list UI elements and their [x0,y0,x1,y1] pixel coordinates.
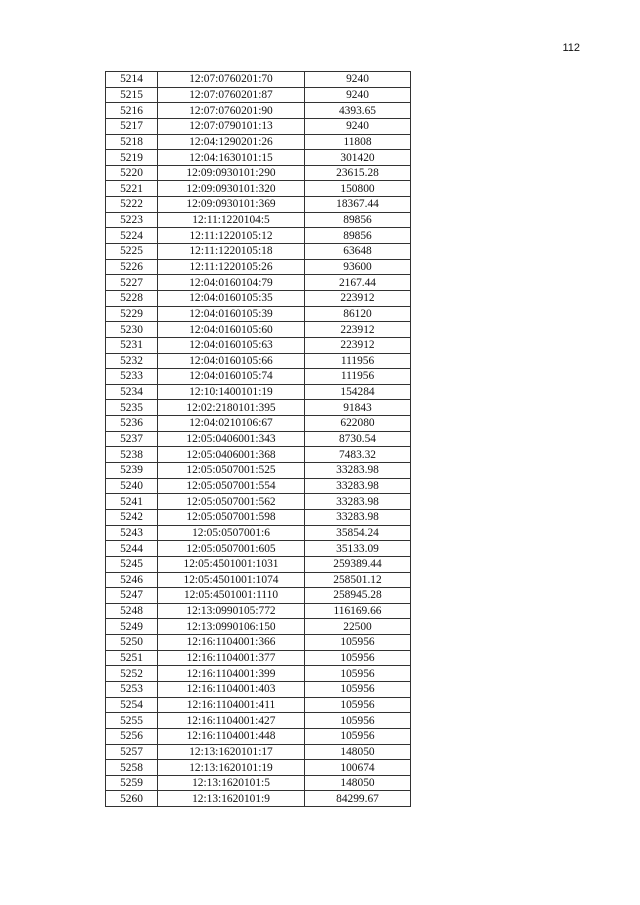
value-cell: 105956 [305,681,411,697]
cadastral-number-cell: 12:16:1104001:399 [158,666,305,682]
cadastral-number-cell: 12:05:0406001:368 [158,447,305,463]
cadastral-number-cell: 12:07:0760201:87 [158,87,305,103]
cadastral-number-cell: 12:09:0930101:369 [158,197,305,213]
value-cell: 23615.28 [305,165,411,181]
table-row [106,713,411,729]
value-cell: 259389.44 [305,556,411,572]
row-number-cell: 5249 [106,619,158,635]
cadastral-number-cell: 12:11:1220104:5 [158,212,305,228]
table-row [106,744,411,760]
cadastral-number-cell: 12:04:0160105:39 [158,306,305,322]
row-number-cell: 5216 [106,103,158,119]
table-body [106,72,411,807]
row-number-cell: 5221 [106,181,158,197]
row-number-cell: 5228 [106,290,158,306]
cadastral-number-cell: 12:02:2180101:395 [158,400,305,416]
table-row [106,244,411,260]
table-row [106,134,411,150]
value-cell: 33283.98 [305,478,411,494]
row-number-cell: 5254 [106,697,158,713]
data-table [105,71,411,807]
value-cell: 223912 [305,337,411,353]
row-number-cell: 5227 [106,275,158,291]
cadastral-number-cell: 12:16:1104001:448 [158,728,305,744]
cadastral-number-cell: 12:04:0160105:35 [158,290,305,306]
value-cell: 35133.09 [305,541,411,557]
cadastral-number-cell: 12:07:0790101:13 [158,118,305,134]
cadastral-number-cell: 12:13:1620101:5 [158,775,305,791]
table-row [106,290,411,306]
row-number-cell: 5245 [106,556,158,572]
value-cell: 89856 [305,212,411,228]
table-row [106,572,411,588]
cadastral-number-cell: 12:05:0406001:343 [158,431,305,447]
value-cell: 223912 [305,290,411,306]
table-row [106,72,411,88]
value-cell: 86120 [305,306,411,322]
value-cell: 105956 [305,713,411,729]
value-cell: 89856 [305,228,411,244]
row-number-cell: 5243 [106,525,158,541]
table-row [106,681,411,697]
row-number-cell: 5240 [106,478,158,494]
cadastral-number-cell: 12:07:0760201:90 [158,103,305,119]
cadastral-number-cell: 12:04:0160105:63 [158,337,305,353]
cadastral-number-cell: 12:16:1104001:403 [158,681,305,697]
row-number-cell: 5231 [106,337,158,353]
table-row [106,775,411,791]
row-number-cell: 5214 [106,72,158,88]
table-row [106,181,411,197]
table-row [106,760,411,776]
value-cell: 9240 [305,72,411,88]
table-row [106,197,411,213]
table-row [106,369,411,385]
value-cell: 93600 [305,259,411,275]
cadastral-number-cell: 12:05:0507001:562 [158,494,305,510]
cadastral-number-cell: 12:11:1220105:12 [158,228,305,244]
cadastral-number-cell: 12:04:0160105:74 [158,369,305,385]
cadastral-number-cell: 12:05:4501001:1110 [158,588,305,604]
table-row [106,212,411,228]
row-number-cell: 5247 [106,588,158,604]
table-row [106,118,411,134]
table-row [106,337,411,353]
row-number-cell: 5257 [106,744,158,760]
cadastral-number-cell: 12:16:1104001:427 [158,713,305,729]
cadastral-number-cell: 12:05:0507001:605 [158,541,305,557]
table-row [106,650,411,666]
row-number-cell: 5259 [106,775,158,791]
row-number-cell: 5218 [106,134,158,150]
value-cell: 116169.66 [305,603,411,619]
value-cell: 223912 [305,322,411,338]
table-row [106,400,411,416]
table-row [106,431,411,447]
table-row [106,353,411,369]
table-row [106,556,411,572]
table-row [106,697,411,713]
row-number-cell: 5236 [106,416,158,432]
row-number-cell: 5229 [106,306,158,322]
cadastral-number-cell: 12:05:0507001:525 [158,463,305,479]
cadastral-number-cell: 12:16:1104001:366 [158,635,305,651]
cadastral-number-cell: 12:11:1220105:26 [158,259,305,275]
value-cell: 11808 [305,134,411,150]
row-number-cell: 5225 [106,244,158,260]
table-row [106,228,411,244]
value-cell: 154284 [305,384,411,400]
value-cell: 91843 [305,400,411,416]
row-number-cell: 5230 [106,322,158,338]
cadastral-number-cell: 12:04:0160105:66 [158,353,305,369]
table-row [106,275,411,291]
row-number-cell: 5258 [106,760,158,776]
table-row [106,478,411,494]
cadastral-number-cell: 12:16:1104001:411 [158,697,305,713]
row-number-cell: 5237 [106,431,158,447]
value-cell: 33283.98 [305,463,411,479]
value-cell: 105956 [305,697,411,713]
row-number-cell: 5224 [106,228,158,244]
table-row [106,463,411,479]
cadastral-number-cell: 12:05:0507001:6 [158,525,305,541]
page-number: 112 [562,42,580,54]
value-cell: 105956 [305,635,411,651]
row-number-cell: 5222 [106,197,158,213]
value-cell: 258945.28 [305,588,411,604]
cadastral-number-cell: 12:13:1620101:17 [158,744,305,760]
row-number-cell: 5256 [106,728,158,744]
value-cell: 8730.54 [305,431,411,447]
value-cell: 258501.12 [305,572,411,588]
cadastral-number-cell: 12:07:0760201:70 [158,72,305,88]
row-number-cell: 5217 [106,118,158,134]
cadastral-number-cell: 12:13:1620101:19 [158,760,305,776]
value-cell: 35854.24 [305,525,411,541]
value-cell: 18367.44 [305,197,411,213]
row-number-cell: 5255 [106,713,158,729]
value-cell: 105956 [305,650,411,666]
cadastral-number-cell: 12:04:0210106:67 [158,416,305,432]
cadastral-number-cell: 12:13:1620101:9 [158,791,305,807]
value-cell: 33283.98 [305,509,411,525]
row-number-cell: 5251 [106,650,158,666]
table-row [106,791,411,807]
value-cell: 63648 [305,244,411,260]
cadastral-number-cell: 12:16:1104001:377 [158,650,305,666]
table-row [106,525,411,541]
row-number-cell: 5250 [106,635,158,651]
row-number-cell: 5252 [106,666,158,682]
value-cell: 150800 [305,181,411,197]
value-cell: 9240 [305,118,411,134]
row-number-cell: 5234 [106,384,158,400]
row-number-cell: 5241 [106,494,158,510]
row-number-cell: 5233 [106,369,158,385]
row-number-cell: 5244 [106,541,158,557]
value-cell: 111956 [305,353,411,369]
table-row [106,541,411,557]
value-cell: 148050 [305,775,411,791]
cadastral-number-cell: 12:09:0930101:320 [158,181,305,197]
value-cell: 2167.44 [305,275,411,291]
table-row [106,165,411,181]
row-number-cell: 5239 [106,463,158,479]
table-row [106,588,411,604]
cadastral-number-cell: 12:04:1290201:26 [158,134,305,150]
cadastral-number-cell: 12:05:4501001:1031 [158,556,305,572]
value-cell: 7483.32 [305,447,411,463]
table-row [106,635,411,651]
row-number-cell: 5242 [106,509,158,525]
row-number-cell: 5226 [106,259,158,275]
row-number-cell: 5220 [106,165,158,181]
row-number-cell: 5246 [106,572,158,588]
cadastral-number-cell: 12:04:1630101:15 [158,150,305,166]
value-cell: 100674 [305,760,411,776]
table-row [106,103,411,119]
value-cell: 4393.65 [305,103,411,119]
row-number-cell: 5235 [106,400,158,416]
value-cell: 148050 [305,744,411,760]
table-row [106,259,411,275]
row-number-cell: 5232 [106,353,158,369]
table-row [106,322,411,338]
cadastral-number-cell: 12:05:0507001:554 [158,478,305,494]
value-cell: 105956 [305,728,411,744]
table-row [106,447,411,463]
table-row [106,619,411,635]
value-cell: 33283.98 [305,494,411,510]
row-number-cell: 5215 [106,87,158,103]
value-cell: 9240 [305,87,411,103]
table-row [106,666,411,682]
table-row [106,728,411,744]
table-row [106,416,411,432]
table-row [106,509,411,525]
table-row [106,87,411,103]
row-number-cell: 5219 [106,150,158,166]
value-cell: 301420 [305,150,411,166]
row-number-cell: 5223 [106,212,158,228]
cadastral-number-cell: 12:13:0990106:150 [158,619,305,635]
value-cell: 22500 [305,619,411,635]
cadastral-number-cell: 12:13:0990105:772 [158,603,305,619]
table-row [106,384,411,400]
value-cell: 111956 [305,369,411,385]
value-cell: 622080 [305,416,411,432]
row-number-cell: 5253 [106,681,158,697]
row-number-cell: 5238 [106,447,158,463]
value-cell: 105956 [305,666,411,682]
cadastral-number-cell: 12:04:0160105:60 [158,322,305,338]
table-row [106,150,411,166]
row-number-cell: 5248 [106,603,158,619]
value-cell: 84299.67 [305,791,411,807]
cadastral-number-cell: 12:09:0930101:290 [158,165,305,181]
table-row [106,603,411,619]
row-number-cell: 5260 [106,791,158,807]
cadastral-number-cell: 12:10:1400101:19 [158,384,305,400]
cadastral-number-cell: 12:04:0160104:79 [158,275,305,291]
cadastral-number-cell: 12:11:1220105:18 [158,244,305,260]
cadastral-number-cell: 12:05:0507001:598 [158,509,305,525]
cadastral-number-cell: 12:05:4501001:1074 [158,572,305,588]
table-row [106,494,411,510]
table-row [106,306,411,322]
